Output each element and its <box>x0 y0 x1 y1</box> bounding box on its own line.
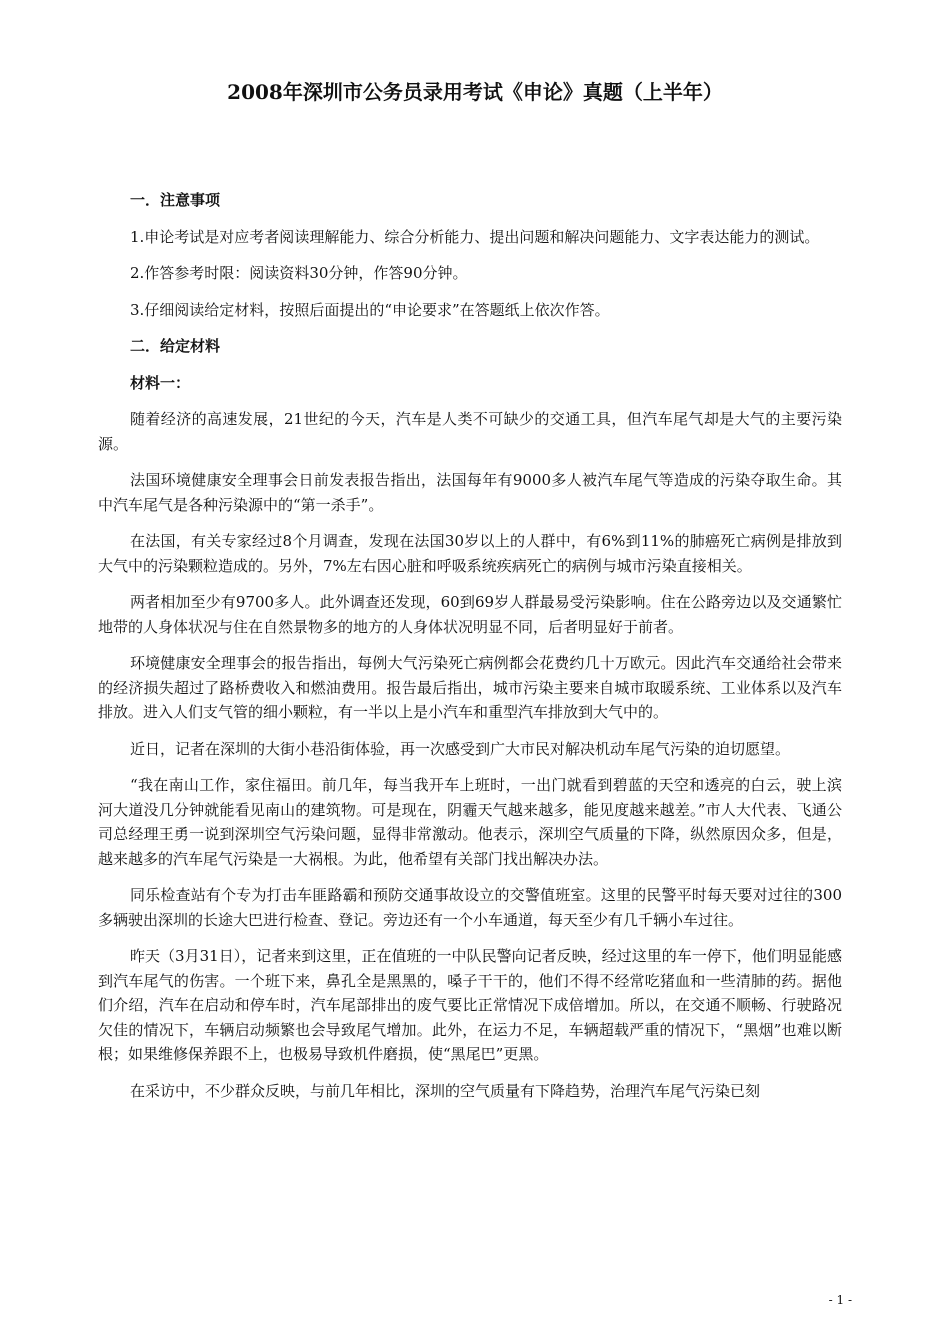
paragraph: 昨天（3月31日），记者来到这里，正在值班的一中队民警向记者反映，经过这里的车一停下，他们明显能感到汽车尾气的伤害。一个班下来，鼻孔全是黑黑的，嗓子干干的，他们不得不经常吃猪血和一些清肺的药。据他们介绍，汽车在启动和停车时，汽车尾部排出的废气要比正常情况下成倍增加。所以，在交通不顺畅、行驶路况欠佳的情况下，车辆启动频繁也会导致尾气增加。此外，在运力不足，车辆超载严重的情况下，“黑烟”也难以断根；如果维修保养跟不上，也极易导致机件磨损，使“黑尾巴”更黑。 <box>98 947 842 1063</box>
page-number: - 1 - <box>828 1293 852 1307</box>
paragraph: 在采访中，不少群众反映，与前几年相比，深圳的空气质量有下降趋势，治理汽车尾气污染已刻 <box>130 1081 761 1100</box>
section-heading-materials: 二．给定材料 <box>130 337 221 355</box>
paragraph: 近日，记者在深圳的大街小巷沿街体验，再一次感受到广大市民对解决机动车尾气污染的迫切愿望。 <box>130 739 791 758</box>
paragraph: 两者相加至少有9700多人。此外调查还发现，60到69岁人群最易受污染影响。住在公路旁边以及交通繁忙地带的人身体状况与住在自然景物多的地方的人身体状况明显不同，后者明显好于前者。 <box>98 593 842 636</box>
section-heading-notes: 一．注意事项 <box>130 191 221 209</box>
material-heading: 材料一： <box>130 373 191 392</box>
paragraph: 法国环境健康安全理事会日前发表报告指出，法国每年有9000多人被汽车尾气等造成的污染夺取生命。其中汽车尾气是各种污染源中的“第一杀手”。 <box>98 471 842 514</box>
paragraph: 3.仔细阅读给定材料，按照后面提出的“申论要求”在答题纸上依次作答。 <box>130 300 610 319</box>
paragraph: 同乐检查站有个专为打击车匪路霸和预防交通事故设立的交警值班室。这里的民警平时每天要对过往的300多辆驶出深圳的长途大巴进行检查、登记。旁边还有一个小车通道，每天至少有几千辆小车过往。 <box>98 886 842 929</box>
quote-paragraph: “我在南山工作，家住福田。前几年，每当我开车上班时，一出门就看到碧蓝的天空和透亮的白云，驶上滨河大道没几分钟就能看见南山的建筑物。可是现在，阴霾天气越来越多，能见度越来越差。”市人大代表、飞通公司总经理王勇一说到深圳空气污染问题，显得非常激动。他表示，深圳空气质量的下降，纵然原因众多，但是，越来越多的汽车尾气污染是一大祸根。为此，他希望有关部门找出解决办法。 <box>98 776 842 868</box>
paragraph: 随着经济的高速发展，21世纪的今天，汽车是人类不可缺少的交通工具，但汽车尾气却是大气的主要污染源。 <box>98 410 842 453</box>
document-body <box>98 188 842 1115</box>
paragraph: 环境健康安全理事会的报告指出，每例大气污染死亡病例都会花费约几十万欧元。因此汽车交通给社会带来的经济损失超过了路桥费收入和燃油费用。报告最后指出，城市污染主要来自城市取暖系统、工业体系以及汽车排放。进入人们支气管的细小颗粒，有一半以上是小汽车和重型汽车排放到大气中的。 <box>98 654 842 721</box>
document-title: 2008年深圳市公务员录用考试《申论》真题（上半年） <box>227 80 723 104</box>
paragraph: 2.作答参考时限：阅读资料30分钟，作答90分钟。 <box>130 264 468 282</box>
paragraph: 1.申论考试是对应考者阅读理解能力、综合分析能力、提出问题和解决问题能力、文字表达能力的测试。 <box>130 227 820 246</box>
paragraph: 在法国，有关专家经过8个月调查，发现在法国30岁以上的人群中，有6%到11%的肺癌死亡病例是排放到大气中的污染颗粒造成的。另外，7%左右因心脏和呼吸系统疾病死亡的病例与城市污染直接相关。 <box>98 532 842 575</box>
